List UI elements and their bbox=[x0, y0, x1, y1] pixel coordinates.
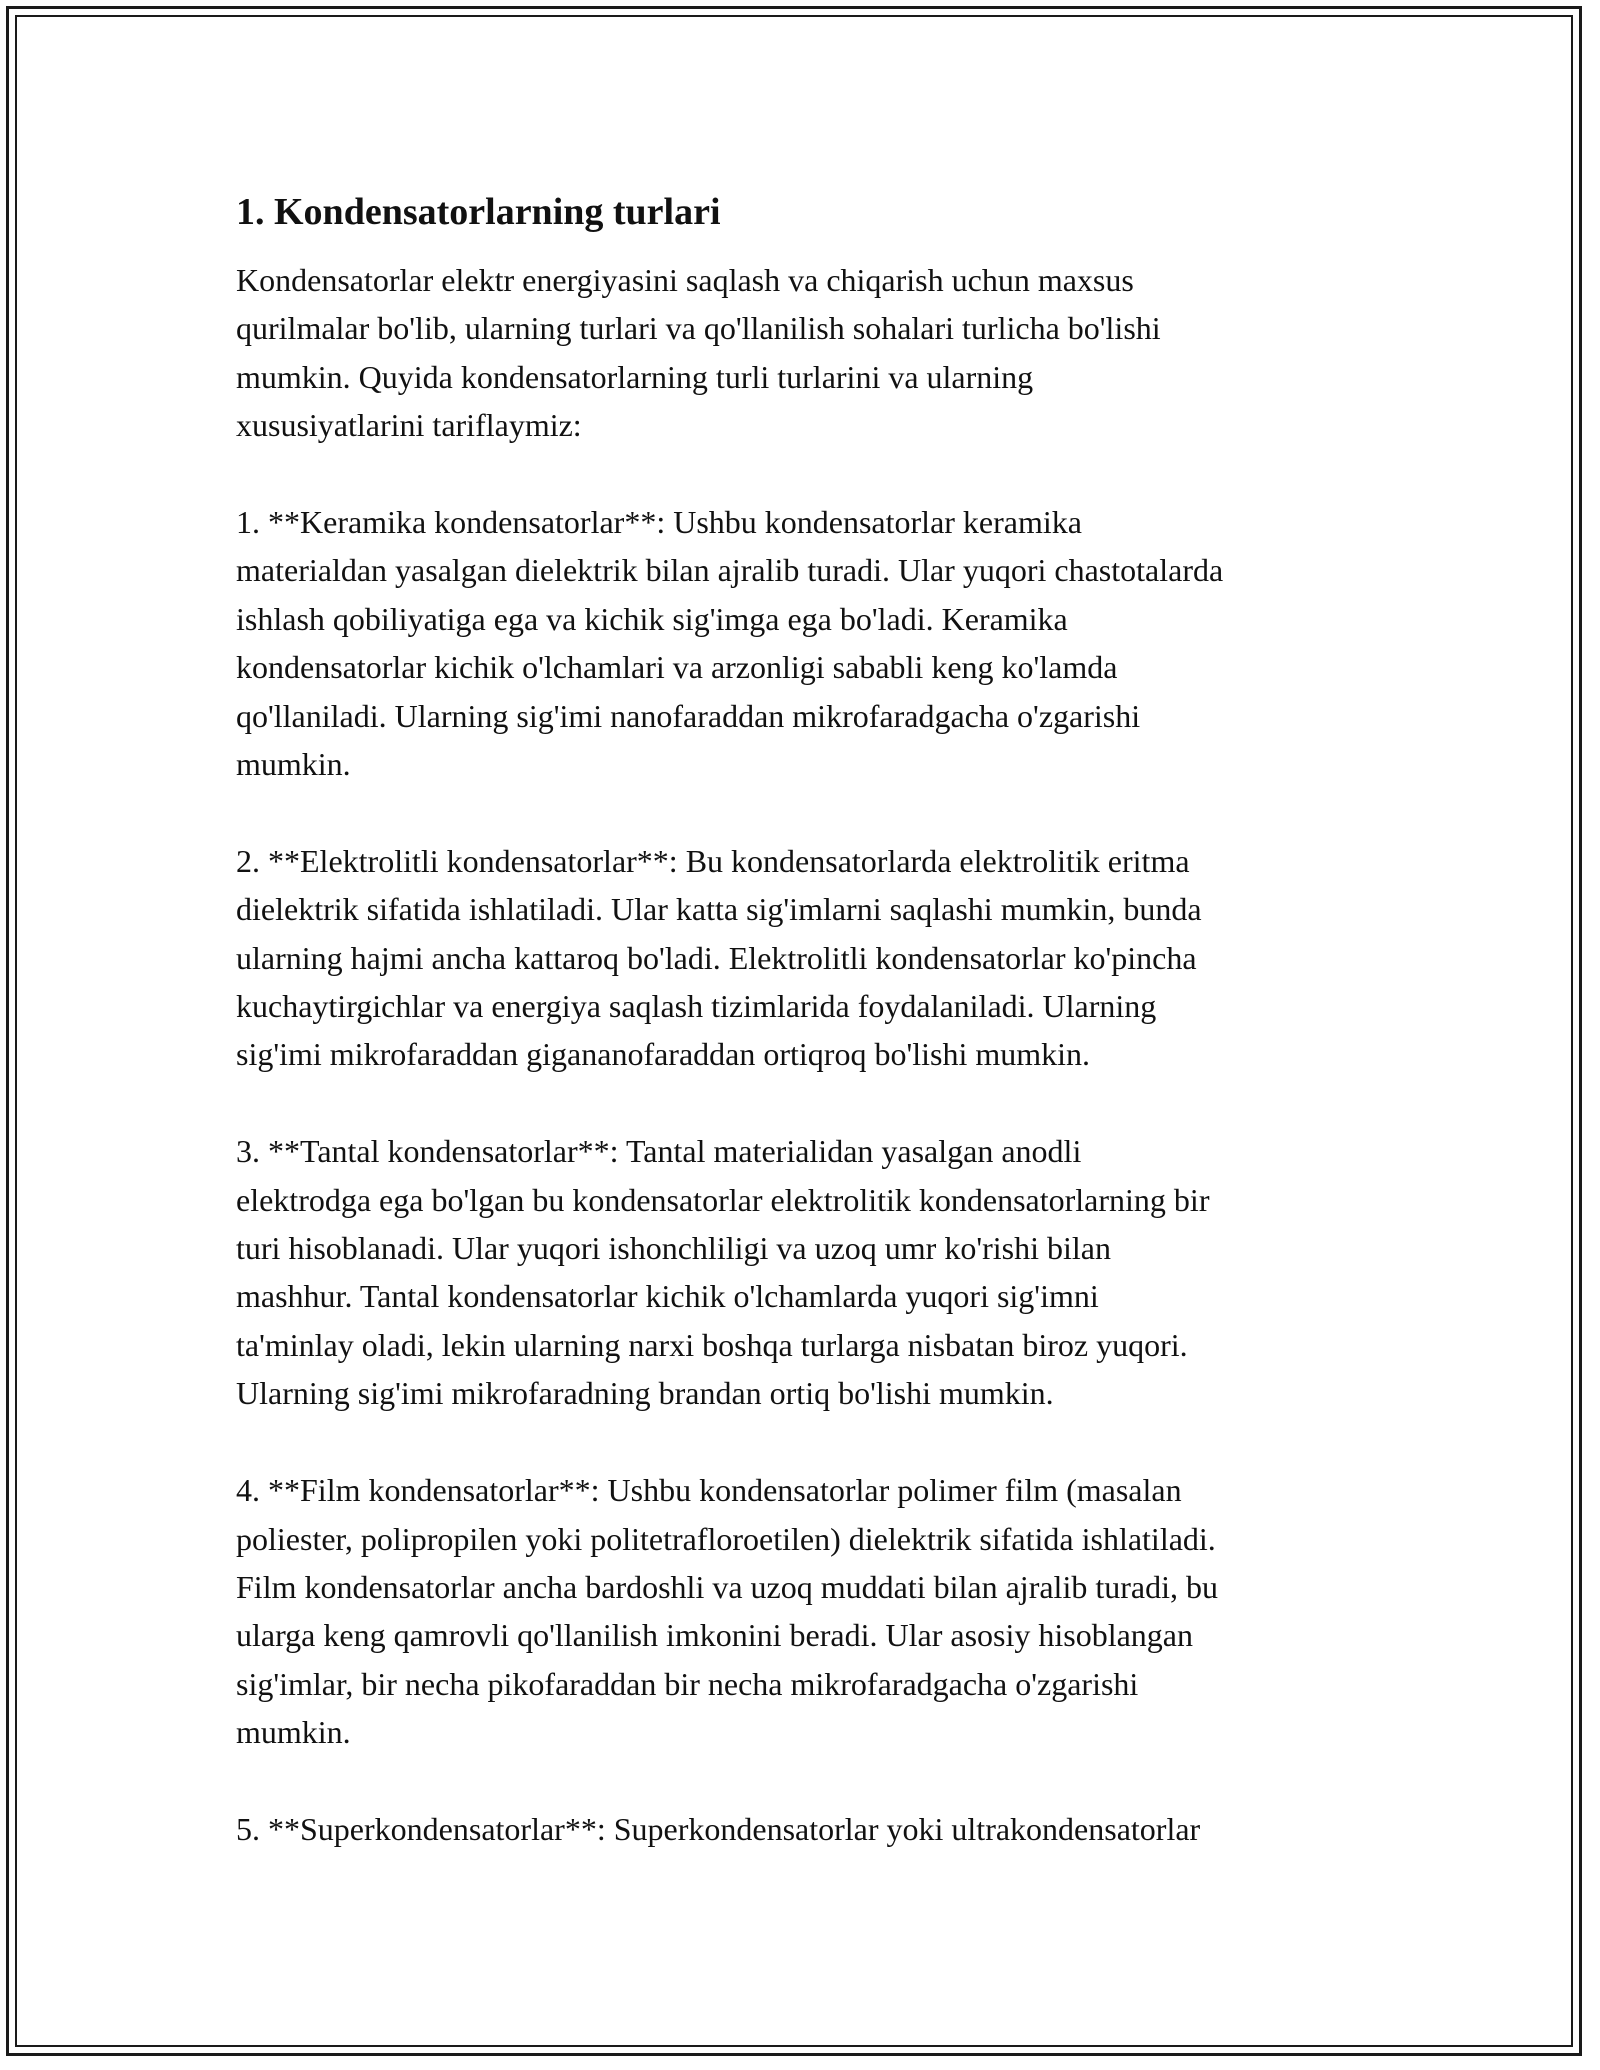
list-item-electrolytic bbox=[236, 837, 1376, 1079]
text-line: ishlash qobiliyatiga ega va kichik sig'imga ega bo'ladi. Keramika bbox=[236, 600, 1068, 637]
text-line: xususiyatlarini tariflaymiz: bbox=[236, 407, 582, 444]
text-line: turi hisoblanadi. Ular yuqori ishonchliligi va uzoq umr ko'rishi bilan bbox=[236, 1230, 1111, 1267]
text-line: sig'imi mikrofaraddan gigananofaraddan ortiqroq bo'lishi mumkin. bbox=[236, 1036, 1091, 1073]
text-line: mumkin. bbox=[236, 1714, 351, 1751]
paragraph-gap bbox=[236, 450, 1376, 498]
paragraph-gap bbox=[236, 1079, 1376, 1127]
paragraph-gap bbox=[236, 788, 1376, 836]
text-line: Kondensatorlar elektr energiyasini saqlash va chiqarish uchun maxsus bbox=[236, 262, 1134, 298]
text-line: 3. **Tantal kondensatorlar**: Tantal materialidan yasalgan anodli bbox=[236, 1133, 1082, 1170]
text-line: ularga keng qamrovli qo'llanilish imkonini beradi. Ular asosiy hisoblangan bbox=[236, 1617, 1193, 1654]
intro-paragraph bbox=[236, 256, 1376, 450]
list-item-tantalum bbox=[236, 1127, 1376, 1417]
text-line: ta'minlay oladi, lekin ularning narxi boshqa turlarga nisbatan biroz yuqori. bbox=[236, 1326, 1188, 1363]
list-item-film bbox=[236, 1466, 1376, 1756]
text-line: qo'llaniladi. Ularning sig'imi nanofaraddan mikrofaradgacha o'zgarishi bbox=[236, 697, 1141, 734]
text-line: poliester, polipropilen yoki politetrafloroetilen) dielektrik sifatida ishlatiladi. bbox=[236, 1520, 1216, 1557]
paragraph-gap bbox=[236, 1757, 1376, 1805]
text-line: 5. **Superkondensatorlar**: Superkondensatorlar yoki ultrakondensatorlar bbox=[236, 1810, 1201, 1847]
text-line: qurilmalar bo'lib, ularning turlari va qo'llanilish sohalari turlicha bo'lishi bbox=[236, 310, 1161, 347]
text-line: mumkin. Quyida kondensatorlarning turli turlarini va ularning bbox=[236, 358, 1034, 395]
document-body bbox=[236, 186, 1376, 1853]
text-line: elektrodga ega bo'lgan bu kondensatorlar elektrolitik kondensatorlarning bir bbox=[236, 1181, 1210, 1218]
text-line: sig'imlar, bir necha pikofaraddan bir necha mikrofaradgacha o'zgarishi bbox=[236, 1665, 1139, 1702]
text-line: kuchaytirgichlar va energiya saqlash tizimlarida foydalaniladi. Ularning bbox=[236, 988, 1157, 1025]
list-item-ceramic bbox=[236, 498, 1376, 788]
text-line: 1. **Keramika kondensatorlar**: Ushbu kondensatorlar keramika bbox=[236, 504, 1082, 541]
text-line: 4. **Film kondensatorlar**: Ushbu kondensatorlar polimer film (masalan bbox=[236, 1472, 1182, 1509]
paragraph-gap bbox=[236, 1418, 1376, 1466]
text-line: mashhur. Tantal kondensatorlar kichik o'lchamlarda yuqori sig'imni bbox=[236, 1278, 1099, 1315]
text-line: kondensatorlar kichik o'lchamlari va arzonligi sababli keng ko'lamda bbox=[236, 649, 1118, 686]
text-line: materialdan yasalgan dielektrik bilan ajralib turadi. Ular yuqori chastotalarda bbox=[236, 552, 1224, 589]
text-line: dielektrik sifatida ishlatiladi. Ular katta sig'imlarni saqlashi mumkin, bunda bbox=[236, 891, 1202, 928]
list-item-supercapacitor bbox=[236, 1805, 1376, 1853]
text-line: Film kondensatorlar ancha bardoshli va uzoq muddati bilan ajralib turadi, bu bbox=[236, 1568, 1218, 1605]
text-line: 2. **Elektrolitli kondensatorlar**: Bu kondensatorlarda elektrolitik eritma bbox=[236, 842, 1190, 879]
text-line: mumkin. bbox=[236, 746, 351, 783]
text-line: ularning hajmi ancha kattaroq bo'ladi. Elektrolitli kondensatorlar ko'pincha bbox=[236, 939, 1197, 976]
document-title: 1. Kondensatorlarning turlari bbox=[236, 191, 721, 233]
text-line: Ularning sig'imi mikrofaradning brandan ortiq bo'lishi mumkin. bbox=[236, 1375, 1054, 1412]
